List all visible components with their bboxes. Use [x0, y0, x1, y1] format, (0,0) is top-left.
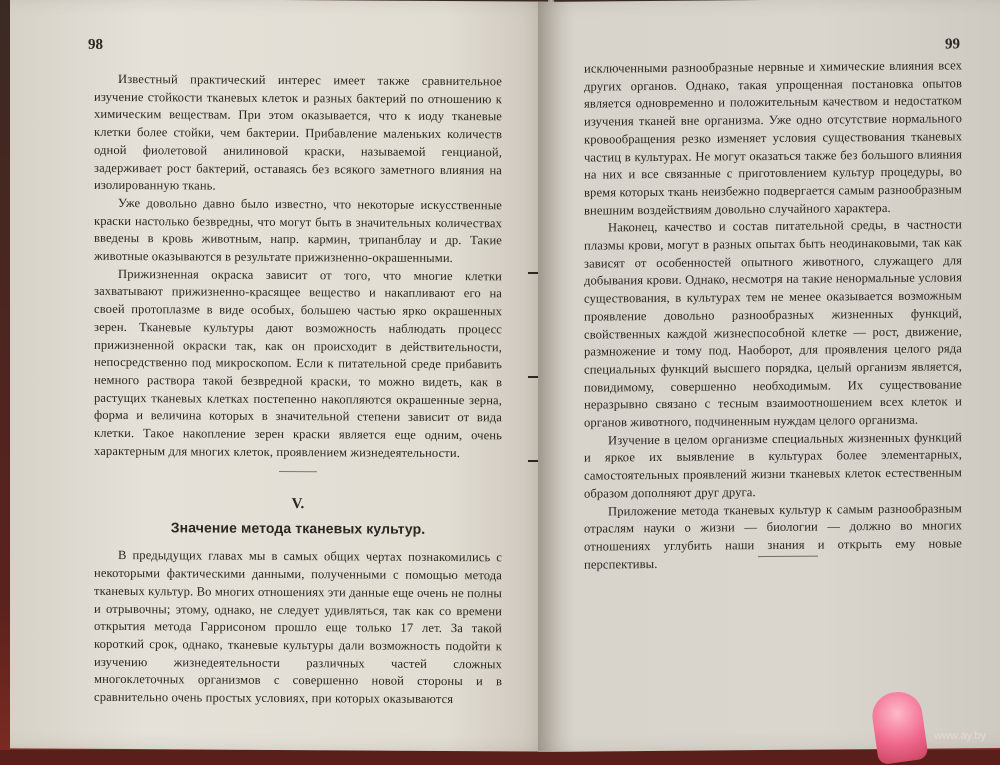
section-divider: [279, 471, 317, 472]
page-number-right: 99: [945, 36, 960, 53]
paragraph: Приложение метода тканевых культур к самым разнообразным отраслям науки о жизни — биологии — должно во многих отношениях углубить наши знания и открыть ему новые перспективы.: [584, 500, 962, 572]
right-page: [538, 0, 1000, 752]
right-page-text: [584, 57, 962, 574]
paragraph: Изучение в целом организме специальных жизненных функций и яркое их выявление в культурах более элементарных, самостоятельных проявлений жизни тканевых клеток естественным образом дополняют друг друга.: [584, 430, 962, 501]
chapter-number: V.: [291, 496, 305, 513]
paragraph: Наконец, качество и состав питательной среды, в частности плазмы крови, могут в разных опытах быть неодинаковыми, так как зависят от особенностей опытного животного, служащего для добывания крови. Однако, несмотря на такие ненормальные условия существования, в культурах тем не менее оказывается возможным проявление довольно разнообразных жизненных функций, свойственных каждой жизнеспособной клетке — рост, движение, размножение и тому под. Наоборот, для проявления целого ряда специальных функций высшего порядка, целый организм является, повидимому, совершенно необходимым. Их существование неразрывно связано с тесным взаимоотношением всех клеток и органов животного, подчиненным нуждам целого организма.: [584, 217, 962, 430]
chapter-title: Значение метода тканевых культур.: [170, 519, 426, 538]
paragraph: исключенными разнообразные нервные и химические влияния всех других органов. Однако, такая упрощенная постановка опытов является одновременно и положительным качеством и недостатком изучения тканей вне организма. Уже одно отсутствие нормального кровообращения резко изменяет условия существования тканевых частиц в культурах. Не могут оказаться также без большого влияния на них и все связанные с приготовлением культур процедуры, во время которых ткань неизбежно подвергается самым разнообразным внешним воздействиям довольно случайного характера.: [584, 58, 962, 218]
watermark: www.ay.by: [934, 730, 986, 742]
left-page-text: [94, 71, 502, 709]
left-page: [10, 0, 555, 752]
paragraph: Известный практический интерес имеет также сравнительное изучение стойкости тканевых клеток и разных бактерий по отношению к химическим веществам. При этом оказывается, что к иоду тканевые клетки более стойки, чем бактерии. Прибавление маленьких количеств одной фиолетовой анилиновой краски, называемой генцианой, задерживает рост бактерий, оставаясь без всякого заметного влияния на изолированную ткань.: [94, 71, 502, 193]
page-number-left: 98: [88, 36, 103, 53]
paragraph: В предыдущих главах мы в самых общих чертах познакомились с некоторыми фактическими данными, полученными с помощью метода тканевых культур. Во многих отношениях эти данные еще очень не полны и отрывочны; этому, однако, не следует удивляться, так как со времени открытия метода Гаррисоном прошло еще только 17 лет. За такой короткий срок, однако, тканевые культуры дали возможность подойти к изучению жизнедеятельности различных частей сложных многоклеточных организмов с совершенно новой стороны и в сравнительно очень простых условиях, при которых оказываются: [94, 548, 502, 707]
paragraph: Уже довольно давно было известно, что некоторые искусственные краски настолько безвредны, что могут быть в значительных количествах введены в кровь животным, напр. кармин, трипанблау и др. Такие животные оказываются в результате прижизненно-окрашенными.: [94, 195, 502, 266]
paragraph: Прижизненная окраска зависит от того, что многие клетки захватывают прижизненно-красящее вещество и накапливают его на своей протоплазме в виде особых, большею частью ярко окрашенных зерен. Тканевые культуры дают возможность наблюдать процесс прижизненной окраски так, как он происходит в действительности, непосредственно под микроскопом. Если к питательной среде прибавить немного раствора такой безвредной краски, то можно видеть, как в растущих тканевых клетках постепенно накопляются окрашенные зерна, форма и величина которых в значительной степени зависит от вида клетки. Такое накопление зерен краски является еще одним, очень характерным для многих клеток, проявлением жизнедеятельности.: [94, 266, 502, 460]
